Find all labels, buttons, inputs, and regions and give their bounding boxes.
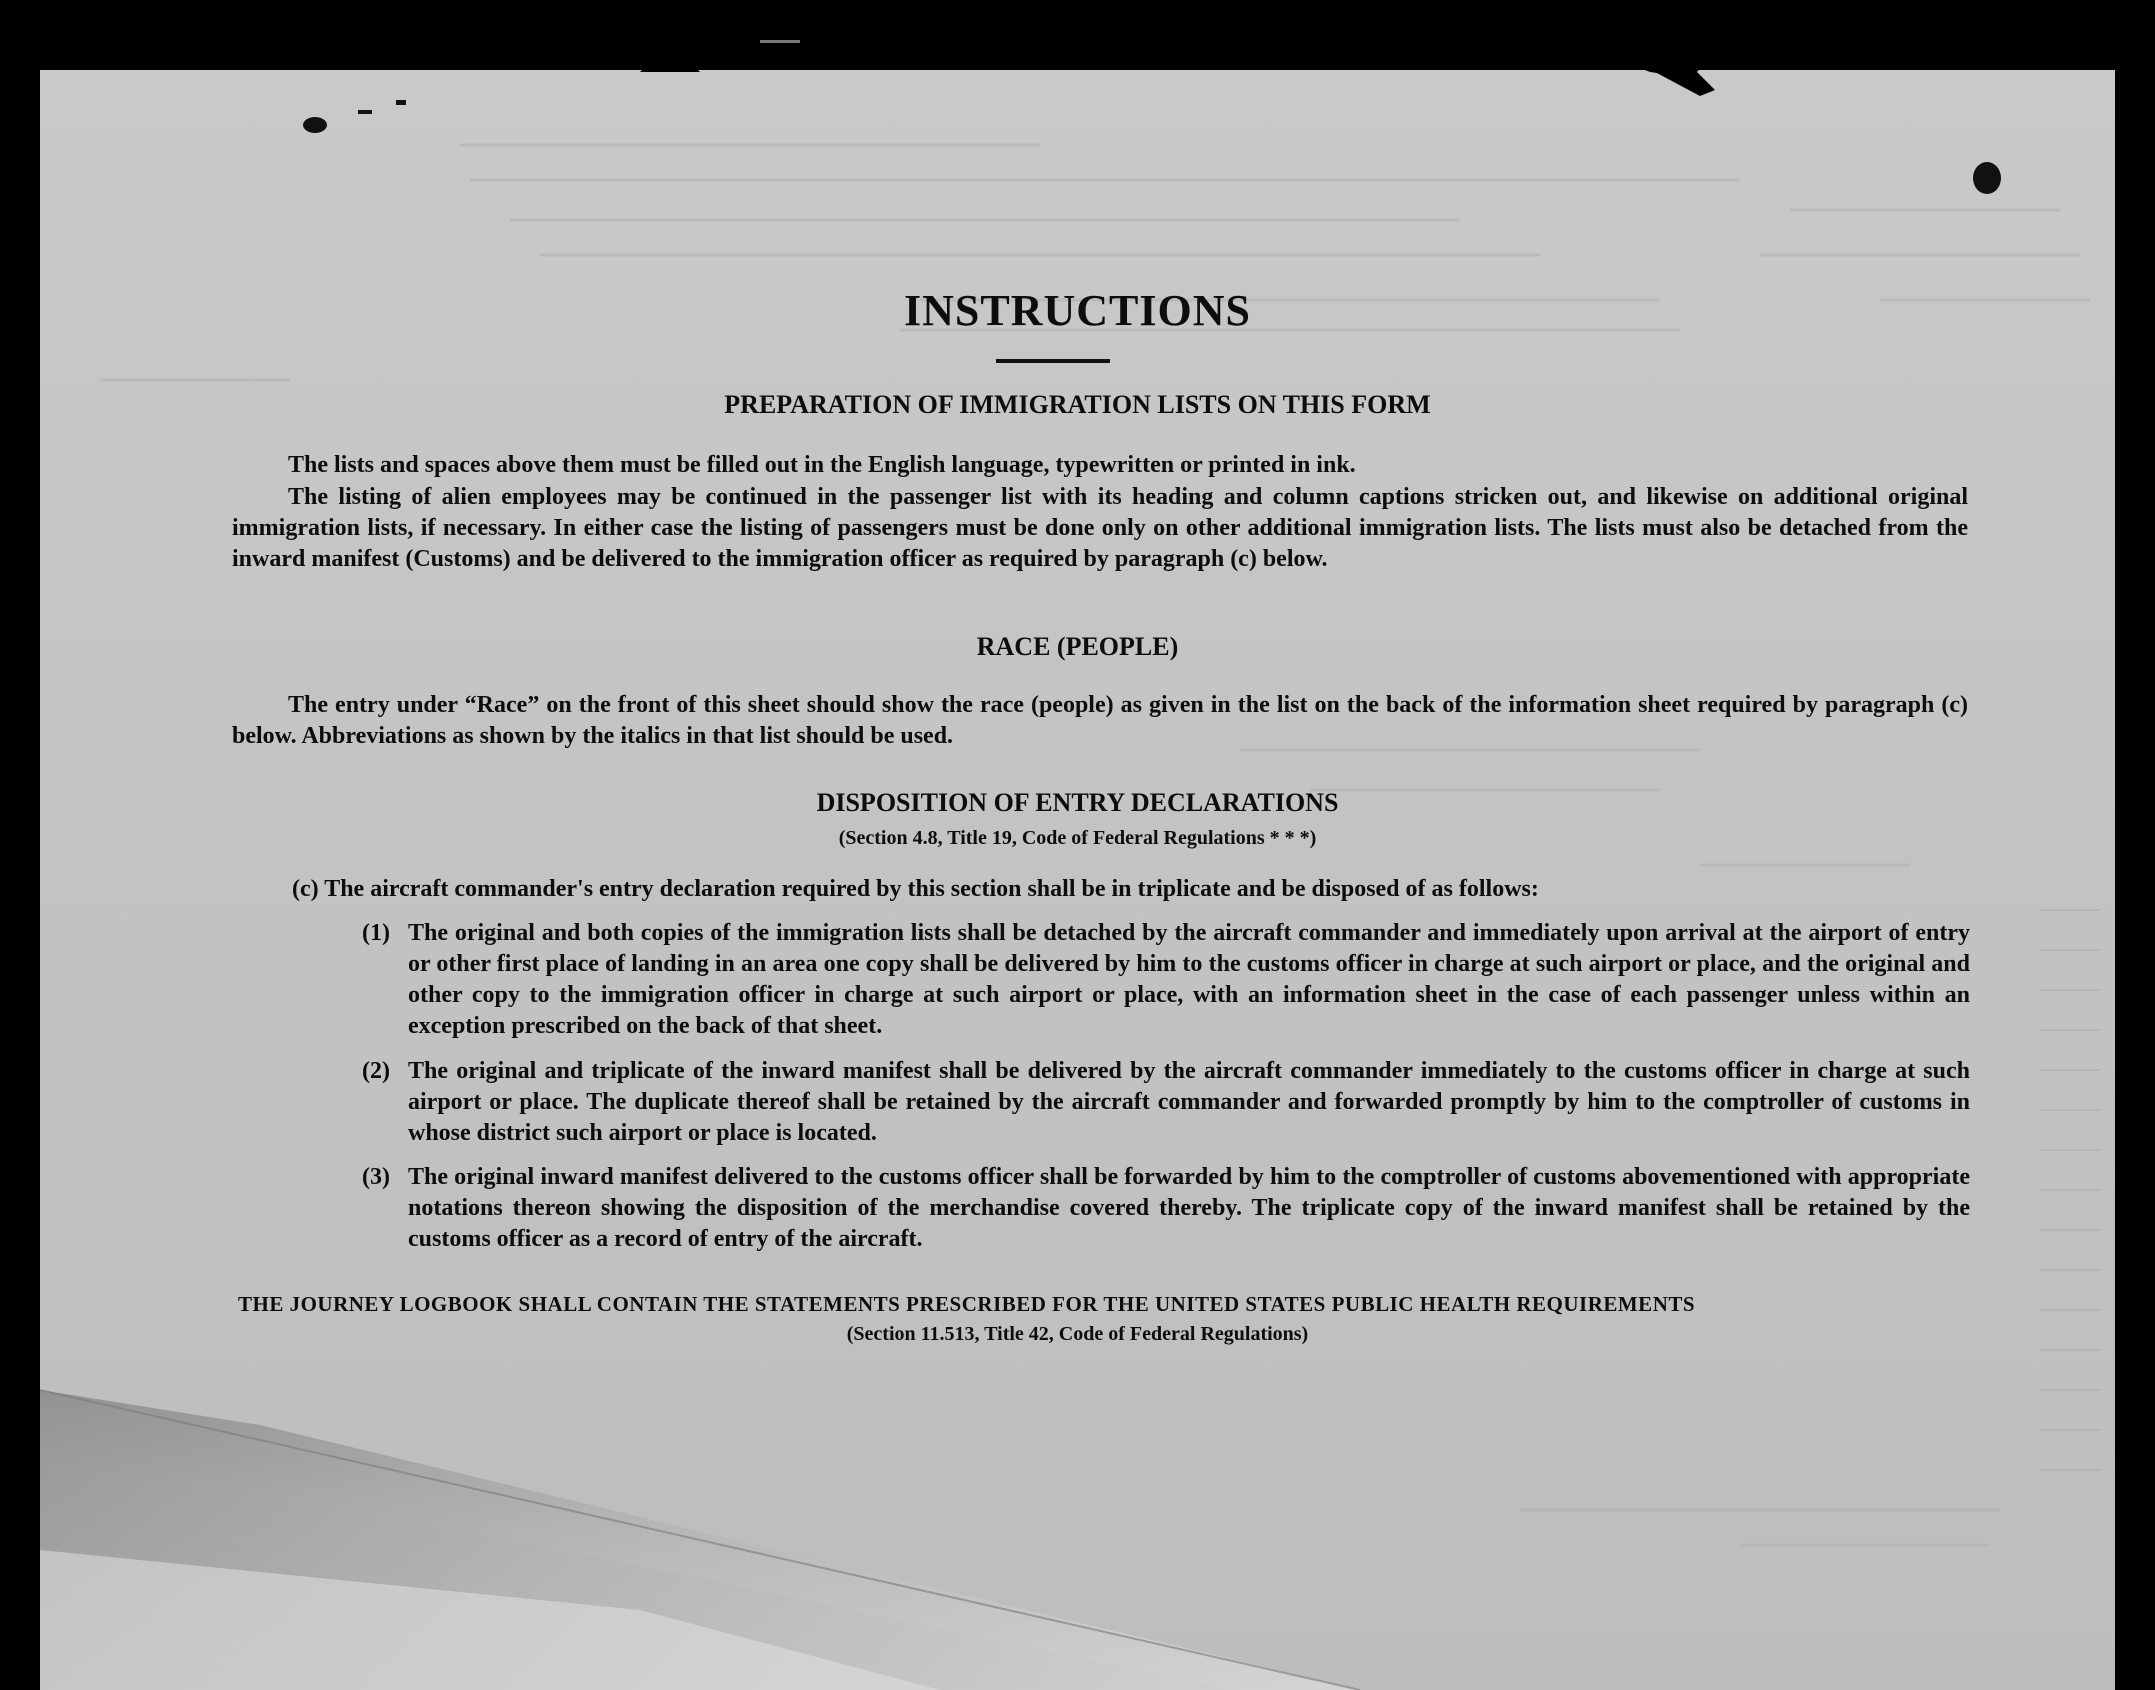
title-underline [996, 359, 1110, 363]
list-item-number: (2) [362, 1058, 390, 1084]
list-item-text: The original and both copies of the immigration lists shall be detached by the aircraft commander and immediately upon arrival at the airport of entry or other first place of landing in an area one copy shall be delivered by him to the customs officer in charge at such airport or place, and the original and other copy to the immigration officer in charge at such airport or place, with an information sheet in the case of each passenger unless within an exception prescribed on the back of that sheet. [408, 920, 1970, 1039]
disposition-para-c: (c) The aircraft commander's entry declaration required by this section shall be in triplicate and be disposed of as follows: [292, 876, 1539, 902]
instructions-content [40, 70, 2115, 1690]
list-item [362, 1162, 1970, 1255]
list-item-text: The original inward manifest delivered to the customs officer shall be forwarded by him to the comptroller of customs abovementioned with appropriate notations thereon showing the disposition of the merchandise covered thereby. The triplicate copy of the inward manifest shall be retained by the customs officer as a record of entry of the aircraft. [408, 1164, 1970, 1252]
prep-heading: PREPARATION OF IMMIGRATION LISTS ON THIS FORM [724, 390, 1431, 419]
prep-para-1: The lists and spaces above them must be filled out in the English language, typewritten or printed in ink. [288, 452, 1356, 478]
list-item [362, 1056, 1970, 1149]
footer-citation: (Section 11.513, Title 42, Code of Federal Regulations) [846, 1323, 1309, 1345]
page-title: INSTRUCTIONS [904, 286, 1251, 335]
torn-top-edge [0, 0, 2155, 110]
list-item [362, 918, 1970, 1042]
list-item-number: (1) [362, 920, 390, 946]
footer-statement: THE JOURNEY LOGBOOK SHALL CONTAIN THE STATEMENTS PRESCRIBED FOR THE UNITED STATES PUBLIC HEALTH REQUIREMENTS [238, 1292, 1696, 1316]
list-item-text: The original and triplicate of the inward manifest shall be delivered by the aircraft commander immediately to the customs officer in charge at such airport or place. The duplicate thereof shall be retained by the aircraft commander and forwarded promptly by him to the comptroller of customs in whose district such airport or place is located. [408, 1058, 1970, 1146]
document-sheet [40, 70, 2115, 1690]
prep-para-2: The listing of alien employees may be continued in the passenger list with its heading and column captions stricken out, and likewise on additional original immigration lists, if necessary. In either case the listing of passengers must be done only on other additional immigration lists. The lists must also be detached from the inward manifest (Customs) and be delivered to the immigration officer as required by paragraph (c) below. [232, 484, 1968, 572]
race-heading: RACE (PEOPLE) [976, 632, 1179, 661]
race-para: The entry under “Race” on the front of this sheet should show the race (people) as given in the list on the back of the information sheet required by paragraph (c) below. Abbreviations as shown by the italics in that list should be used. [232, 692, 1968, 749]
disposition-heading: DISPOSITION OF ENTRY DECLARATIONS [816, 788, 1339, 817]
disposition-subheading: (Section 4.8, Title 19, Code of Federal Regulations * * *) [838, 827, 1317, 849]
list-item-number: (3) [362, 1164, 390, 1190]
